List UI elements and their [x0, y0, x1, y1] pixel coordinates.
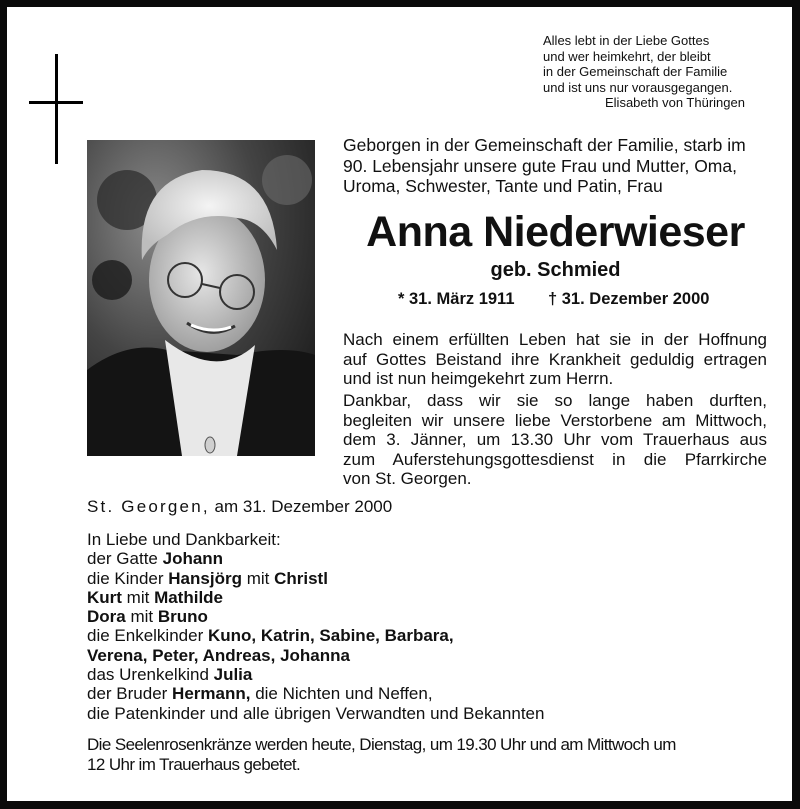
mourner-name: Dora [87, 607, 126, 627]
paragraph-line: begleiten wir unsere liebe Verstorbene am Mittwoch, [343, 410, 767, 430]
paragraph-funeral [343, 391, 767, 489]
paragraph-line: von St. Georgen. [343, 469, 472, 488]
cross-icon-vertical [55, 54, 58, 164]
mourner-relation: die Nichten und Neffen, [250, 684, 433, 704]
mourners-heading: In Liebe und Dankbarkeit: [87, 530, 281, 549]
maiden-name: geb. Schmied [490, 259, 621, 281]
mourner-name: Kuno, Katrin, Sabine, Barbara, [207, 626, 454, 646]
cross-icon-horizontal [29, 101, 83, 104]
mourner-line [87, 607, 544, 626]
birth-date: * 31. März 1911 [398, 290, 515, 308]
intro-line: Geborgen in der Gemeinschaft der Familie, starb im [343, 135, 746, 155]
motto-line: Alles lebt in der Liebe Gottes [543, 33, 710, 48]
paragraph-line: auf Gottes Beistand ihre Krankheit geduldig ertragen [343, 349, 767, 369]
paragraph-line: Dankbar, dass wir sie so lange haben durften, [343, 391, 767, 410]
paragraph-line: Nach einem erfüllten Leben hat sie in der Hoffnung [343, 330, 767, 349]
mourner-line [87, 646, 544, 665]
death-date: † 31. Dezember 2000 [548, 290, 710, 308]
mourner-name: Mathilde [154, 587, 224, 607]
mourner-name: Bruno [157, 607, 208, 627]
mourner-line [87, 569, 544, 588]
mourner-line [87, 704, 544, 723]
mourner-relation: das Urenkelkind [87, 665, 214, 685]
mourner-name: Christl [274, 568, 328, 588]
motto-line: in der Gemeinschaft der Familie [543, 64, 728, 79]
mourner-line [87, 626, 544, 645]
motto-attribution: Elisabeth von Thüringen [605, 95, 745, 110]
motto-quote [543, 33, 745, 111]
intro-line: 90. Lebensjahr unsere gute Frau und Mutter, Oma, [343, 155, 737, 176]
place-city: St. Georgen, [87, 497, 210, 516]
mourner-relation: die Patenkinder und alle übrigen Verwandten und Bekannten [87, 703, 545, 723]
motto-line: und wer heimkehrt, der bleibt [543, 48, 711, 64]
mourner-line [87, 549, 544, 568]
mourner-name: Hansjörg [168, 568, 242, 588]
rosary-line: 12 Uhr im Trauerhaus gebetet. [87, 754, 301, 774]
deceased-name: Anna Niederwieser [366, 208, 745, 256]
paragraph-line: zum Auferstehungsgottesdienst in die Pfarrkirche [343, 449, 767, 469]
mourners-list [87, 530, 544, 723]
portrait-photo [87, 140, 315, 456]
mourner-relation: der Gatte [87, 549, 163, 569]
motto-line: und ist uns nur vorausgegangen. [543, 79, 733, 95]
mourner-line [87, 665, 544, 684]
rosary-line: Die Seelenrosenkränze werden heute, Dienstag, um 19.30 Uhr und am Mittwoch um [87, 735, 676, 754]
mourner-line [87, 588, 544, 607]
mourner-lines [87, 549, 544, 723]
mourner-relation: die Enkelkinder [87, 626, 208, 646]
rosary-notice [87, 735, 777, 774]
mourner-name: Julia [213, 665, 253, 685]
intro-line: Uroma, Schwester, Tante und Patin, Frau [343, 176, 663, 196]
paragraph-life [343, 330, 767, 389]
place-date [87, 497, 392, 517]
mourner-relation: mit [241, 568, 275, 588]
place-date-text: am 31. Dezember 2000 [214, 497, 393, 516]
mourner-name: Kurt [87, 587, 122, 607]
mourner-line [87, 684, 544, 703]
mourner-relation: mit [121, 587, 155, 607]
mourner-relation: der Bruder [87, 684, 173, 704]
paragraph-line: dem 3. Jänner, um 13.30 Uhr vom Trauerhaus aus [343, 430, 767, 449]
mourner-relation: die Kinder [87, 568, 169, 588]
mourner-name: Johann [162, 549, 224, 569]
paragraph-line: und ist nun heimgekehrt zum Herrn. [343, 369, 614, 388]
mourner-relation: mit [125, 607, 158, 627]
mourner-name: Verena, Peter, Andreas, Johanna [87, 645, 350, 665]
mourner-name: Hermann, [172, 684, 251, 704]
intro-text [343, 135, 773, 197]
